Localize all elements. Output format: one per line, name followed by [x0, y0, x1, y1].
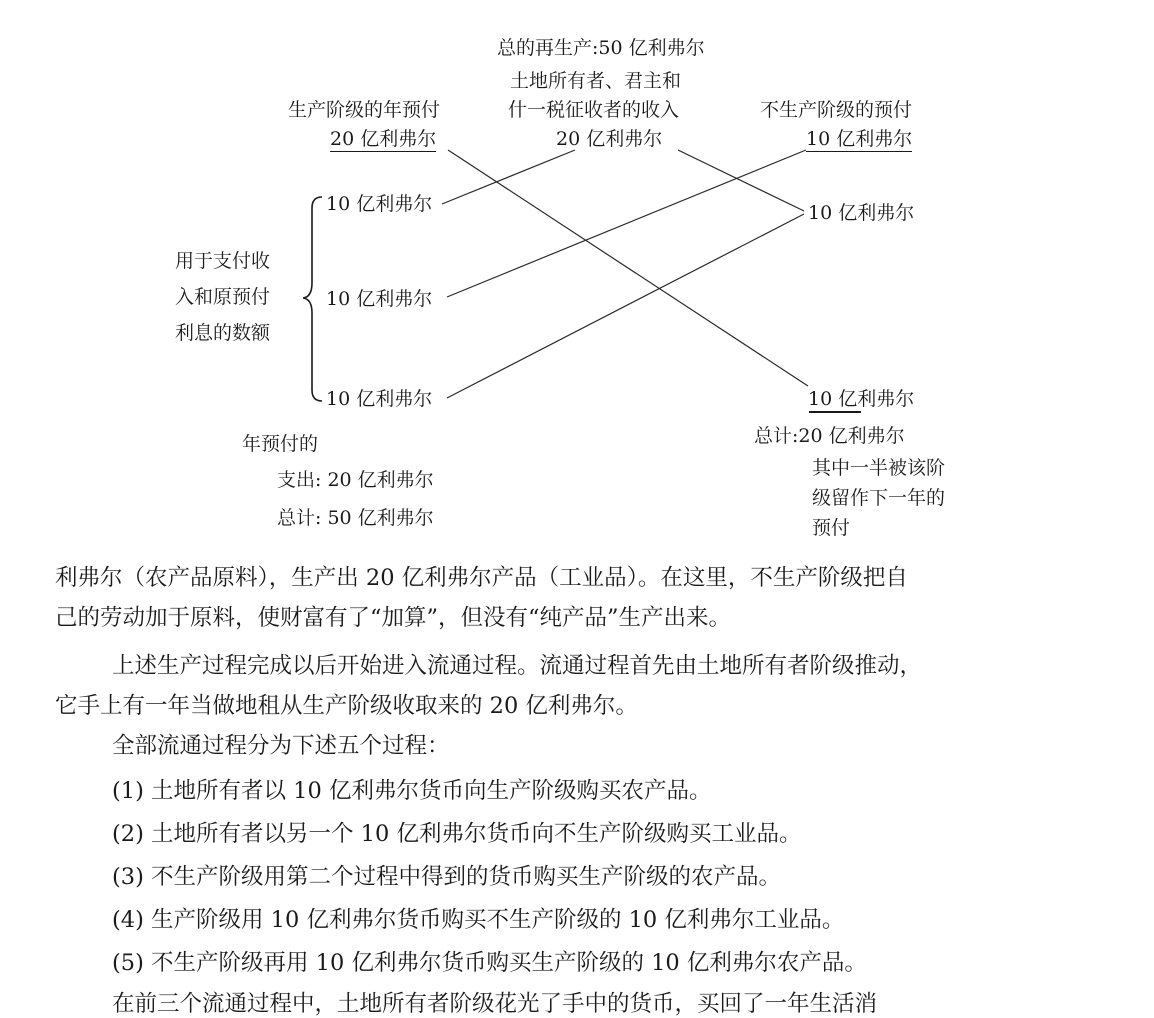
text-line-4: 它手上有一年当做地租从生产阶级收取来的 20 亿利弗尔。 — [55, 693, 638, 719]
link-sterile-to-left-middle — [447, 150, 806, 297]
left-summary-line2: 支出: 20 亿利弗尔 — [277, 469, 434, 491]
brace-label-line3: 利息的数额 — [175, 322, 271, 344]
text-line-9: (4) 生产阶级用 10 亿利弗尔货币购买不生产阶级的 10 亿利弗尔工业品。 — [112, 907, 845, 933]
right-summary-line4: 预付 — [812, 517, 851, 539]
brace-label-line1: 用于支付收 — [175, 250, 271, 272]
text-line-10: (5) 不生产阶级再用 10 亿利弗尔货币购买生产阶级的 10 亿利弗尔农产品。 — [112, 950, 867, 976]
proprietors-label-line2: 什一税征收者的收入 — [508, 99, 680, 121]
right-item-bottom-underline — [809, 411, 861, 413]
text-line-6: (1) 土地所有者以 10 亿利弗尔货币向生产阶级购买农产品。 — [112, 778, 712, 804]
left-item-middle: 10 亿利弗尔 — [326, 288, 433, 310]
sterile-class-amount: 10 亿利弗尔 — [806, 128, 913, 150]
left-curly-brace — [303, 197, 322, 401]
left-item-top: 10 亿利弗尔 — [326, 193, 433, 215]
right-summary-line2: 其中一半被该阶 — [812, 457, 946, 479]
sterile-class-label: 不生产阶级的预付 — [760, 99, 913, 121]
text-line-3: 上述生产过程完成以后开始进入流通过程。流通过程首先由土地所有者阶级推动， — [112, 653, 923, 679]
left-item-bottom: 10 亿利弗尔 — [326, 388, 433, 410]
brace-label-line2: 入和原预付 — [175, 286, 271, 308]
right-summary-line3: 级留作下一年的 — [812, 487, 946, 509]
total-reproduction-title: 总的再生产:50 亿利弗尔 — [497, 37, 705, 59]
text-line-5: 全部流通过程分为下述五个过程： — [112, 733, 450, 759]
text-line-8: (3) 不生产阶级用第二个过程中得到的货币购买生产阶级的农产品。 — [112, 864, 782, 890]
link-proprietors-to-left-top — [442, 150, 575, 204]
text-line-7: (2) 土地所有者以另一个 10 亿利弗尔货币向不生产阶级购买工业品。 — [112, 821, 802, 847]
proprietors-label-line1: 土地所有者、君主和 — [510, 70, 682, 92]
link-productive-advance-to-right-bottom — [448, 150, 808, 386]
right-item-top: 10 亿利弗尔 — [808, 202, 915, 224]
right-item-bottom: 10 亿利弗尔 — [808, 388, 915, 410]
productive-class-label: 生产阶级的年预付 — [288, 99, 441, 121]
right-summary-line1: 总计:20 亿利弗尔 — [754, 425, 905, 447]
left-summary-line3: 总计: 50 亿利弗尔 — [277, 507, 434, 529]
link-right-top-to-left-bottom — [447, 214, 804, 398]
text-line-1: 利弗尔（农产品原料），生产出 20 亿利弗尔产品（工业品）。在这里，不生产阶级把自 — [55, 565, 908, 591]
text-line-2: 己的劳动加于原料，使财富有了“加算”，但没有“纯产品”生产出来。 — [55, 605, 732, 631]
proprietors-amount: 20 亿利弗尔 — [556, 128, 663, 150]
productive-class-amount: 20 亿利弗尔 — [330, 128, 437, 150]
text-line-11: 在前三个流通过程中，土地所有者阶级花光了手中的货币，买回了一年生活消 — [112, 991, 878, 1017]
left-summary-line1: 年预付的 — [242, 433, 319, 455]
